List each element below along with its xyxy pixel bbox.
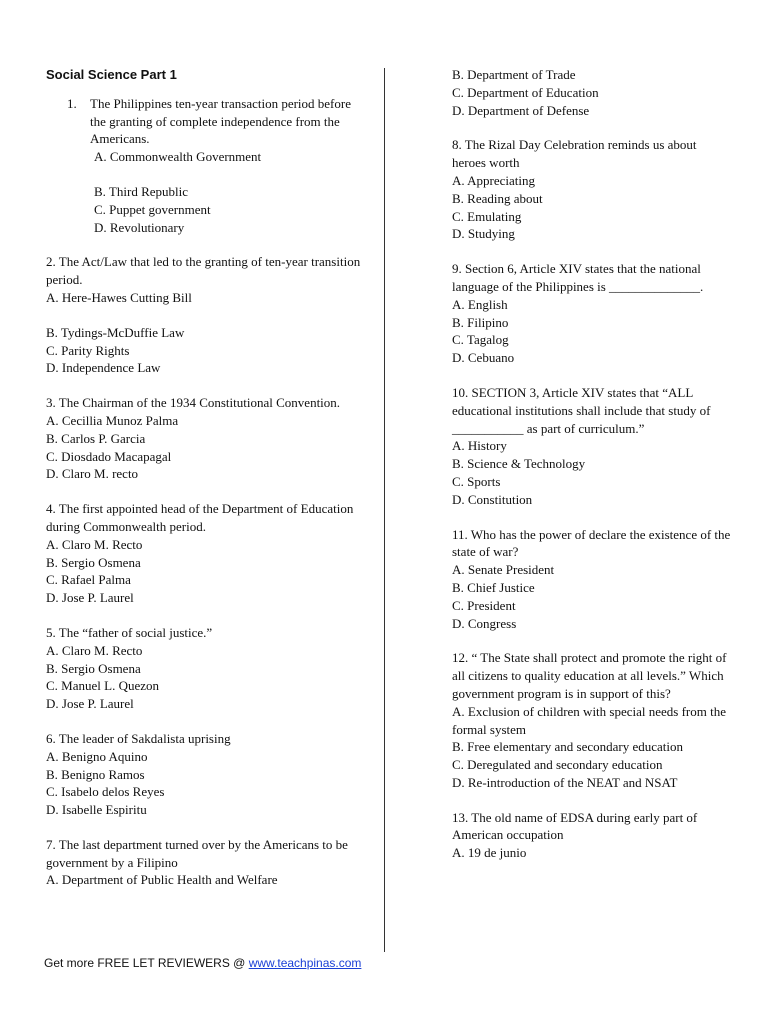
question-8: [452, 136, 732, 243]
option-c: C. Diosdado Macapagal: [46, 448, 172, 464]
question-3: [46, 394, 366, 483]
question-2: [46, 253, 366, 377]
question-9: [452, 260, 732, 367]
option-a: A. Claro M. Recto: [46, 536, 143, 552]
option-c: C. Manuel L. Quezon: [46, 678, 160, 694]
option-a: A. Appreciating: [452, 172, 536, 188]
option-a: A. Here-Hawes Cutting Bill: [46, 289, 192, 305]
option-c: C. Isabelo delos Reyes: [46, 784, 165, 800]
option-b: B. Department of Trade: [452, 67, 576, 82]
question-stem: 8. The Rizal Day Celebration reminds us about heroes worth: [452, 137, 697, 171]
option-c: C. Department of Education: [452, 84, 599, 100]
question-stem: 5. The “father of social justice.”: [46, 624, 213, 640]
option-c: C. President: [452, 597, 516, 613]
option-b: B. Sergio Osmena: [46, 660, 141, 676]
question-7-continued: [452, 66, 732, 119]
question-stem: 2. The Act/Law that led to the granting of ten-year transition period.: [46, 254, 361, 288]
option-b: B. Reading about: [452, 190, 543, 206]
question-1: [46, 95, 366, 237]
option-d: D. Jose P. Laurel: [46, 590, 134, 606]
option-a: A. 19 de junio: [452, 845, 527, 861]
question-7: [46, 836, 366, 889]
question-stem: 11. Who has the power of declare the existence of the state of war?: [452, 526, 731, 560]
question-stem: 9. Section 6, Article XIV states that the national language of the Philippines is ______________.: [452, 261, 704, 294]
option-d: D. Re-introduction of the NEAT and NSAT: [452, 774, 678, 790]
question-5: [46, 624, 366, 713]
footer-text: Get more FREE LET REVIEWERS @: [44, 956, 249, 970]
question-stem: 7. The last department turned over by the Americans to be government by a Filipino: [46, 836, 348, 870]
option-b: B. Tydings-McDuffie Law: [46, 324, 185, 340]
option-d: D. Isabelle Espiritu: [46, 802, 147, 818]
option-a: A. History: [452, 438, 507, 454]
option-d: D. Congress: [452, 615, 517, 631]
option-b: B. Carlos P. Garcia: [46, 430, 146, 446]
option-d: D. Claro M. recto: [46, 466, 139, 482]
question-4: [46, 500, 366, 607]
option-c: C. Tagalog: [452, 332, 509, 348]
question-10: [452, 384, 732, 509]
option-c: C. Emulating: [452, 208, 522, 224]
option-d: D. Department of Defense: [452, 102, 590, 118]
question-6: [46, 730, 366, 819]
option-a: A. Senate President: [452, 562, 555, 578]
option-a: A. Claro M. Recto: [46, 642, 143, 658]
option-b: B. Science & Technology: [452, 456, 586, 472]
right-column: [452, 66, 732, 879]
option-c: C. Rafael Palma: [46, 572, 131, 588]
option-d: D. Independence Law: [46, 360, 161, 376]
question-11: [452, 526, 732, 633]
question-stem: 12. “ The State shall protect and promote the right of all citizens to quality education at all levels.” Which government program is in support of this?: [452, 650, 727, 701]
option-d: D. Jose P. Laurel: [46, 696, 134, 712]
option-b: B. Sergio Osmena: [46, 554, 141, 570]
question-13: [452, 809, 732, 862]
option-a: A. Exclusion of children with special needs from the formal system: [452, 703, 727, 737]
option-b: B. Filipino: [452, 314, 509, 330]
option-c: C. Parity Rights: [46, 342, 130, 358]
question-stem: The Philippines ten-year transaction period before the granting of complete independence from the Americans.: [90, 95, 351, 147]
question-number: 1.: [67, 95, 77, 111]
option-c: C. Puppet government: [94, 201, 211, 217]
column-divider: [384, 68, 385, 952]
option-b: B. Free elementary and secondary education: [452, 739, 684, 755]
option-d: D. Revolutionary: [94, 219, 185, 235]
document-title: Social Science Part 1: [46, 67, 177, 82]
footer: [44, 955, 361, 973]
option-b: B. Third Republic: [94, 183, 189, 199]
question-stem: 6. The leader of Sakdalista uprising: [46, 730, 231, 746]
option-d: D. Constitution: [452, 491, 533, 507]
option-a: A. Department of Public Health and Welfare: [46, 872, 278, 888]
option-c: C. Sports: [452, 473, 501, 489]
question-stem: 10. SECTION 3, Article XIV states that “ALL educational institutions shall include that study of ___________ as part of curriculum.”: [452, 384, 711, 436]
footer-link[interactable]: www.teachpinas.com: [248, 956, 362, 970]
question-12: [452, 649, 732, 791]
left-column: [46, 66, 366, 906]
option-c: C. Deregulated and secondary education: [452, 757, 663, 773]
question-stem: 3. The Chairman of the 1934 Constitutional Convention.: [46, 395, 341, 411]
option-a: A. English: [452, 296, 508, 312]
option-d: D. Cebuano: [452, 350, 515, 366]
option-b: B. Benigno Ramos: [46, 766, 145, 782]
option-a: A. Cecillia Munoz Palma: [46, 412, 179, 428]
option-d: D. Studying: [452, 226, 515, 242]
question-stem: 13. The old name of EDSA during early part of American occupation: [452, 809, 698, 843]
option-a: A. Commonwealth Government: [94, 149, 262, 165]
option-b: B. Chief Justice: [452, 579, 535, 595]
option-a: A. Benigno Aquino: [46, 748, 148, 764]
question-stem: 4. The first appointed head of the Department of Education during Commonwealth period.: [46, 501, 354, 534]
